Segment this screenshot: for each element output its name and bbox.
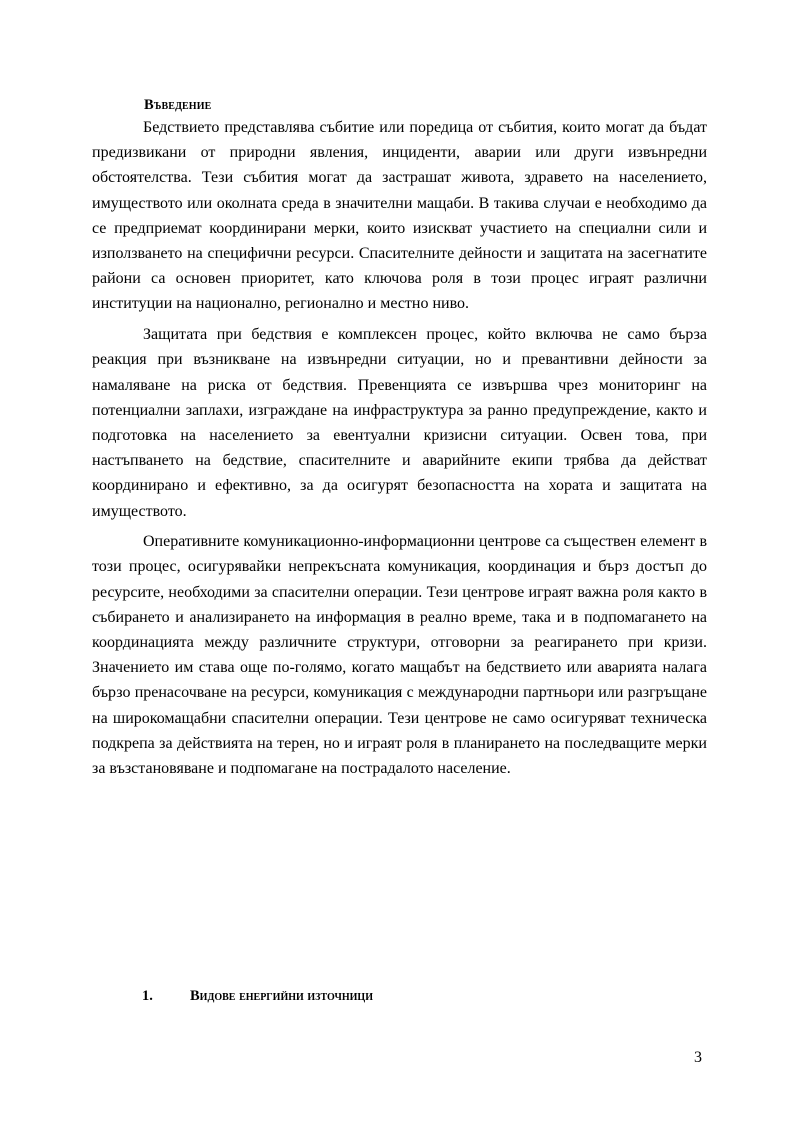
paragraph-1: Бедствието представлява събитие или поредица от събития, които могат да бъдат предизвикани от природни явления, инциденти, аварии или други извънредни обстоятелства. Тези събития могат да застрашат живота, здравето на населението, имуществото или околната среда в значителни мащаби. В такива случаи е необходимо да се предприемат координирани мерки, които изискват участието на специални сили и използването на специфични ресурси. Спасителните дейности и защитата на засегнатите райони са основен приоритет, като ключова роля в този процес играят различни институции на национално, регионално и местно ниво. — [92, 119, 707, 313]
page-number: 3 — [694, 1049, 702, 1066]
section-number: 1. — [142, 988, 153, 1004]
paragraph-2: Защитата при бедствия е комплексен процес, който включва не само бърза реакция при възникване на извънредни ситуации, но и превантивни дейности за намаляване на риска от бедствия. Превенцията се извършва чрез мониторинг на потенциални заплахи, изграждане на инфраструктура за ранно предупреждение, както и подготовка на населението за евентуални кризисни ситуации. Освен това, при настъпването на бедствие, спасителните и аварийните екипи трябва да действат координирано и ефективно, за да осигурят безопасността на хората и защитата на имуществото. — [92, 326, 707, 520]
paragraph-3: Оперативните комуникационно-информационни центрове са съществен елемент в този процес, осигурявайки непрекъсната комуникация, координация и бърз достъп до ресурсите, необходими за спасителни операции. Тези центрове играят важна роля както в събирането и анализирането на информация в реално време, така и в подпомагането на координацията между различните структури, отговорни за реагирането при кризи. Значението им става още по-голямо, когато мащабът на бедствието или аварията налага бързо пренасочване на ресурси, комуникация с международни партньори или разгръщане на широкомащабни спасителни операции. Тези центрове не само осигуряват техническа подкрепа за действията на терен, но и играят роля в планирането на последващите мерки за възстановяване и подпомагане на пострадалото население. — [92, 533, 707, 778]
intro-heading: Въведение — [144, 97, 212, 113]
body-text-column — [92, 95, 707, 787]
section-title: Видове енергийни източници — [190, 988, 373, 1004]
section-heading — [142, 986, 373, 1006]
